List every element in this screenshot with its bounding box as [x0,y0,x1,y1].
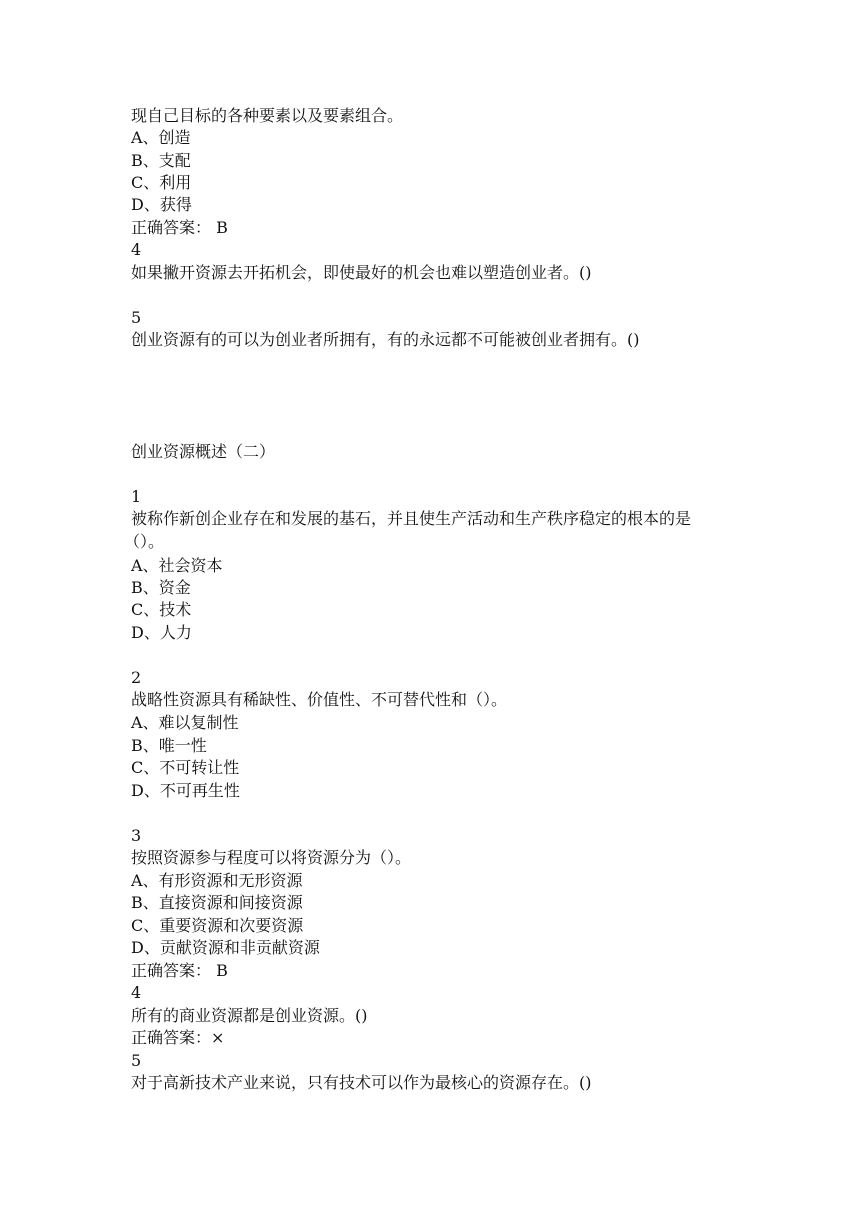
option-d: D、人力 [131,623,192,642]
option-b: B、唯一性 [131,736,207,755]
option-c: C、利用 [131,173,192,192]
question-text-continued: （）。 [124,532,165,551]
question-number: 2 [131,668,142,687]
option-d: D、不可再生性 [131,781,240,800]
question-text: 对于高新技术产业来说，只有技术可以作为最核心的资源存在。() [131,1073,592,1092]
question-text: 创业资源有的可以为创业者所拥有，有的永远都不可能被创业者拥有。() [131,330,640,349]
question-text: 所有的商业资源都是创业资源。() [131,1006,368,1025]
option-c: C、技术 [131,600,192,619]
option-c: C、重要资源和次要资源 [131,916,304,935]
option-c: C、不可转让性 [131,758,240,777]
correct-answer: 正确答案： B [131,961,228,980]
question-text: 如果撇开资源去开拓机会，即使最好的机会也难以塑造创业者。() [131,263,592,282]
question-text: 被称作新创企业存在和发展的基石，并且使生产活动和生产秩序稳定的根本的是 [131,509,692,528]
option-d: D、贡献资源和非贡献资源 [131,938,320,957]
question-number: 4 [131,240,142,259]
question-number: 3 [131,826,142,845]
question-number: 1 [131,487,142,506]
option-b: B、资金 [131,578,191,597]
question-text: 战略性资源具有稀缺性、价值性、不可替代性和（）。 [131,690,508,709]
question-text: 现自己目标的各种要素以及要素组合。 [131,106,404,125]
option-b: B、支配 [131,151,191,170]
question-number: 5 [131,308,142,327]
section-title: 创业资源概述（二） [131,442,276,461]
option-d: D、获得 [131,195,192,214]
correct-answer: 正确答案： B [131,218,228,237]
option-a: A、社会资本 [131,556,223,575]
option-b: B、直接资源和间接资源 [131,893,303,912]
option-a: A、难以复制性 [131,713,239,732]
question-text: 按照资源参与程度可以将资源分为（）。 [131,848,412,867]
question-number: 4 [131,983,142,1002]
correct-answer: 正确答案：× [131,1028,225,1047]
question-number: 5 [131,1051,142,1070]
option-a: A、有形资源和无形资源 [131,871,303,890]
option-a: A、创造 [131,128,191,147]
